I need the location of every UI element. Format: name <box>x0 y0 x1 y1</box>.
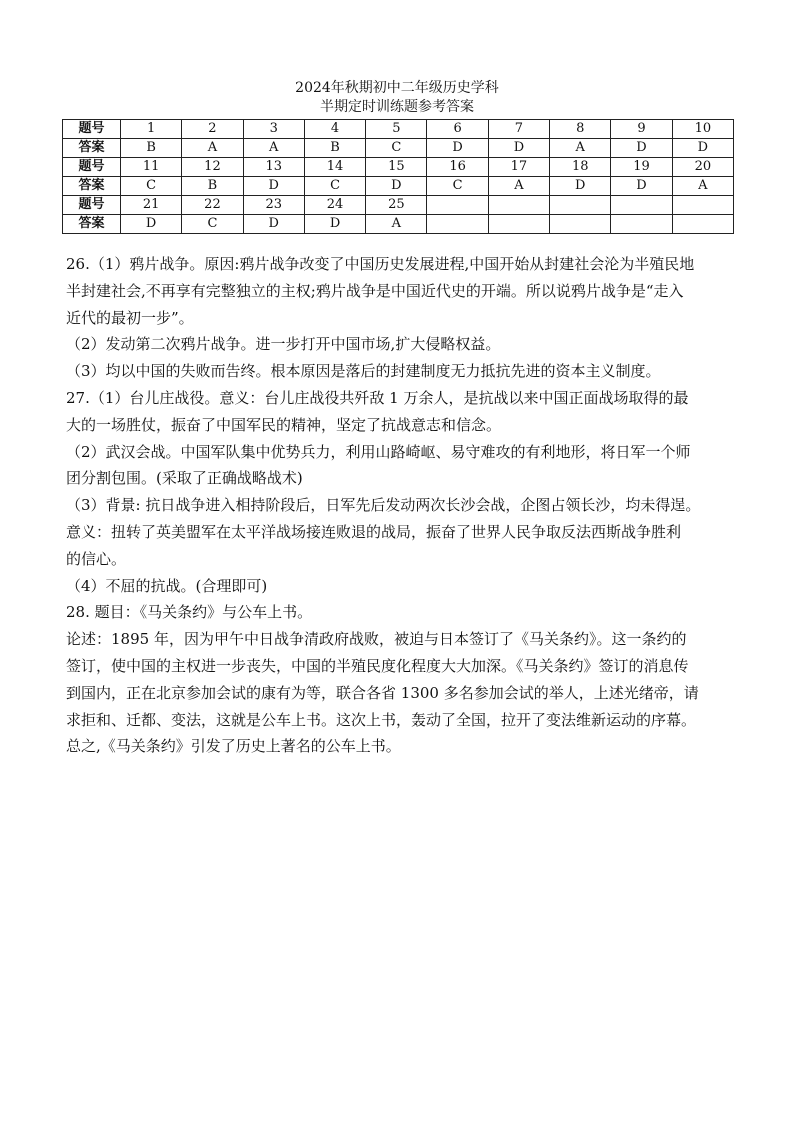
table-cell: B <box>182 177 243 196</box>
table-cell: D <box>243 177 304 196</box>
document-subtitle: 半期定时训练题参考答案 <box>320 99 474 115</box>
table-cell: 19 <box>611 158 672 177</box>
table-cell: B <box>121 139 182 158</box>
table-cell: 21 <box>121 196 182 215</box>
table-cell: A <box>672 177 733 196</box>
answer-line: 28. 题目：《马关条约》与公车上书。 <box>66 603 313 622</box>
answer-line: 27.（1）台儿庄战役。意义：台儿庄战役共歼敌 1 万余人，是抗战以来中国正面战场取得的最 <box>66 388 689 407</box>
table-cell: D <box>611 139 672 158</box>
table-cell: 16 <box>427 158 488 177</box>
table-cell: D <box>366 177 427 196</box>
row-header-cell: 题号 <box>63 158 121 177</box>
table-cell: 24 <box>304 196 365 215</box>
table-cell: 22 <box>182 196 243 215</box>
table-cell: D <box>611 177 672 196</box>
table-cell <box>672 196 733 215</box>
answer-row <box>63 177 734 196</box>
table-cell <box>611 196 672 215</box>
table-cell: C <box>121 177 182 196</box>
answer-line: 意义：扭转了英美盟军在太平洋战场接连败退的战局，振奋了世界人民争取反法西斯战争胜利 <box>66 522 682 541</box>
answer-line: 签订，使中国的主权进一步丧失，中国的半殖民度化程度大大加深。《马关条约》签订的消息传 <box>66 656 689 675</box>
table-cell: D <box>121 215 182 234</box>
table-cell: 5 <box>366 120 427 139</box>
table-cell: D <box>427 139 488 158</box>
answer-row <box>63 215 734 234</box>
question-number-row <box>63 196 734 215</box>
row-header-cell: 答案 <box>63 139 121 158</box>
table-cell: D <box>550 177 611 196</box>
table-cell: B <box>304 139 365 158</box>
answer-line: 到国内，正在北京参加会试的康有为等，联合各省 1300 多名参加会试的举人，上述光绪帝，请 <box>66 683 699 702</box>
table-cell: 3 <box>243 120 304 139</box>
table-cell: 6 <box>427 120 488 139</box>
table-cell: 15 <box>366 158 427 177</box>
answer-line: 半封建社会,不再享有完整独立的主权;鸦片战争是中国近代史的开端。所以说鸦片战争是“走入 <box>66 281 684 300</box>
table-cell: D <box>672 139 733 158</box>
row-header-cell: 题号 <box>63 196 121 215</box>
row-header-cell: 题号 <box>63 120 121 139</box>
table-cell: A <box>488 177 549 196</box>
answer-line: （4）不屈的抗战。(合理即可) <box>66 576 268 595</box>
table-cell: 17 <box>488 158 549 177</box>
table-cell: 23 <box>243 196 304 215</box>
answer-line: 论述：1895 年，因为甲午中日战争清政府战败，被迫与日本签订了《马关条约》。这一条约的 <box>66 630 687 649</box>
table-cell: C <box>304 177 365 196</box>
answer-line: 求拒和、迁都、变法，这就是公车上书。这次上书，轰动了全国，拉开了变法维新运动的序幕。 <box>66 710 697 729</box>
table-cell: A <box>243 139 304 158</box>
table-cell: A <box>550 139 611 158</box>
table-cell: 4 <box>304 120 365 139</box>
row-header-cell: 答案 <box>63 215 121 234</box>
answer-row <box>63 139 734 158</box>
table-cell: D <box>488 139 549 158</box>
table-cell <box>488 196 549 215</box>
question-number-row <box>63 158 734 177</box>
table-cell: 9 <box>611 120 672 139</box>
table-cell: 14 <box>304 158 365 177</box>
table-cell: 11 <box>121 158 182 177</box>
table-cell <box>427 196 488 215</box>
table-cell: D <box>304 215 365 234</box>
table-cell: C <box>182 215 243 234</box>
table-cell: A <box>366 215 427 234</box>
answer-text <box>66 251 738 760</box>
table-cell: 7 <box>488 120 549 139</box>
answer-line: 的信心。 <box>66 549 127 568</box>
table-cell <box>488 215 549 234</box>
document-title: 2024年秋期初中二年级历史学科 <box>295 80 499 96</box>
answer-line: 总之,《马关条约》引发了历史上著名的公车上书。 <box>66 737 401 756</box>
answer-line: 大的一场胜仗，振奋了中国军民的精神，坚定了抗战意志和信念。 <box>66 415 502 434</box>
question-number-row <box>63 120 734 139</box>
table-cell <box>672 215 733 234</box>
table-cell: 18 <box>550 158 611 177</box>
answer-line: 团分割包围。(采取了正确战略战术) <box>66 469 303 488</box>
table-cell: 2 <box>182 120 243 139</box>
table-cell: 1 <box>121 120 182 139</box>
table-cell: C <box>427 177 488 196</box>
table-cell: C <box>366 139 427 158</box>
answer-line: （3）背景: 抗日战争进入相持阶段后，日军先后发动两次长沙会战，企图占领长沙，均未得逞。 <box>66 496 701 515</box>
table-cell: A <box>182 139 243 158</box>
table-cell: 13 <box>243 158 304 177</box>
table-cell: D <box>243 215 304 234</box>
answer-line: （2）发动第二次鸦片战争。进一步打开中国市场,扩大侵略权益。 <box>66 335 501 354</box>
table-cell <box>611 215 672 234</box>
answer-line: 26.（1）鸦片战争。原因:鸦片战争改变了中国历史发展进程,中国开始从封建社会沦为半殖民地 <box>66 255 695 273</box>
table-cell: 10 <box>672 120 733 139</box>
answer-key-table <box>62 119 734 234</box>
table-cell: 12 <box>182 158 243 177</box>
answer-line: （2）武汉会战。中国军队集中优势兵力，利用山路崎岖、易守难攻的有利地形，将日军一个师 <box>66 442 691 461</box>
table-cell: 8 <box>550 120 611 139</box>
table-cell <box>550 215 611 234</box>
table-cell <box>550 196 611 215</box>
table-cell <box>427 215 488 234</box>
answer-line: （3）均以中国的失败而告终。根本原因是落后的封建制度无力抵抗先进的资本主义制度。 <box>66 362 661 381</box>
answer-line: 近代的最初一步”。 <box>66 308 194 327</box>
table-cell: 25 <box>366 196 427 215</box>
row-header-cell: 答案 <box>63 177 121 196</box>
table-cell: 20 <box>672 158 733 177</box>
